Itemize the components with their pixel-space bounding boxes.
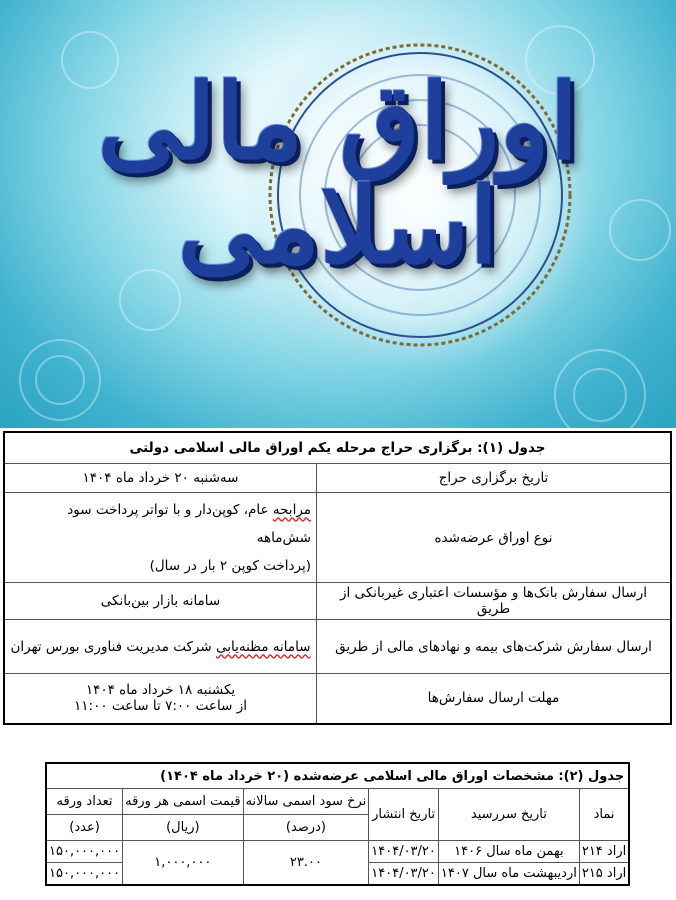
value-text: شرکت مدیریت فناوری بورس تهران [10,638,216,655]
cell-maturity: اردیبهشت ماه سال ۱۴۰۷ [438,863,579,885]
header-maturity: تاریخ سررسید [438,789,579,841]
underlined-term: مرابحه [272,501,311,518]
row-value [4,620,317,674]
securities-table [45,762,630,886]
row-label: ارسال سفارش شرکت‌های بیمه و نهادهای مالی از طریق [317,620,672,674]
table-caption-row [46,763,629,789]
header-face: قیمت اسمی هر ورقه [123,789,243,815]
value-text: یکشنبه ۱۸ خرداد ماه ۱۴۰۴ [85,682,236,699]
underlined-term: سامانه مظنه‌یابی [215,638,311,655]
cell-maturity: بهمن ماه سال ۱۴۰۶ [438,841,579,863]
row-label: ارسال سفارش بانک‌ها و مؤسسات اعتباری غیربانکی از طریق [317,583,672,620]
cell-rate: ۲۳.۰۰ [243,841,369,885]
cell-symbol: اراد ۲۱۴ [579,841,629,863]
cell-count: ۱۵۰,۰۰۰,۰۰۰ [46,863,123,885]
row-value [4,674,317,724]
table-row [4,493,671,583]
banner-image [0,0,676,428]
table-header-row [46,789,629,815]
row-label: مهلت ارسال سفارش‌ها [317,674,672,724]
auction-table [3,431,672,725]
table-row [4,464,671,493]
cell-face: ۱,۰۰۰,۰۰۰ [123,841,243,885]
value-text: عام، کوپن‌دار و با تواتر پرداخت سود شش‌ماهه [67,501,311,546]
cell-issue: ۱۴۰۴/۰۳/۲۰ [369,841,439,863]
row-label: نوع اوراق عرضه‌شده [317,493,672,583]
value-text: از ساعت ۷:۰۰ تا ساعت ۱۱:۰۰ [74,698,247,715]
header-issue: تاریخ انتشار [369,789,439,841]
cell-count: ۱۵۰,۰۰۰,۰۰۰ [46,841,123,863]
header-symbol: نماد [579,789,629,841]
cell-symbol: اراد ۲۱۵ [579,863,629,885]
table-caption-row [4,432,671,464]
table1-caption: جدول (۱): برگزاری حراج مرحله یکم اوراق مالی اسلامی دولتی [4,432,671,464]
table-row [4,674,671,724]
row-label: تاریخ برگزاری حراج [317,464,672,493]
row-value: سامانه بازار بین‌بانکی [4,583,317,620]
header-face-unit: (ریال) [123,815,243,841]
header-rate-unit: (درصد) [243,815,369,841]
row-value: سه‌شنبه ۲۰ خرداد ماه ۱۴۰۴ [4,464,317,493]
banner-title: اوراق مالی اسلامی [97,60,579,287]
table-row [4,620,671,674]
table2-caption: جدول (۲): مشخصات اوراق مالی اسلامی عرضه‌شده (۲۰ خرداد ماه ۱۴۰۴) [46,763,629,789]
header-count: تعداد ورقه [46,789,123,815]
row-value [4,493,317,583]
value-text: (پرداخت کوپن ۲ بار در سال) [149,557,311,574]
header-count-unit: (عدد) [46,815,123,841]
header-rate: نرخ سود اسمی سالانه [243,789,369,815]
cell-issue: ۱۴۰۴/۰۳/۲۰ [369,863,439,885]
table-row [46,841,629,863]
table-row [4,583,671,620]
